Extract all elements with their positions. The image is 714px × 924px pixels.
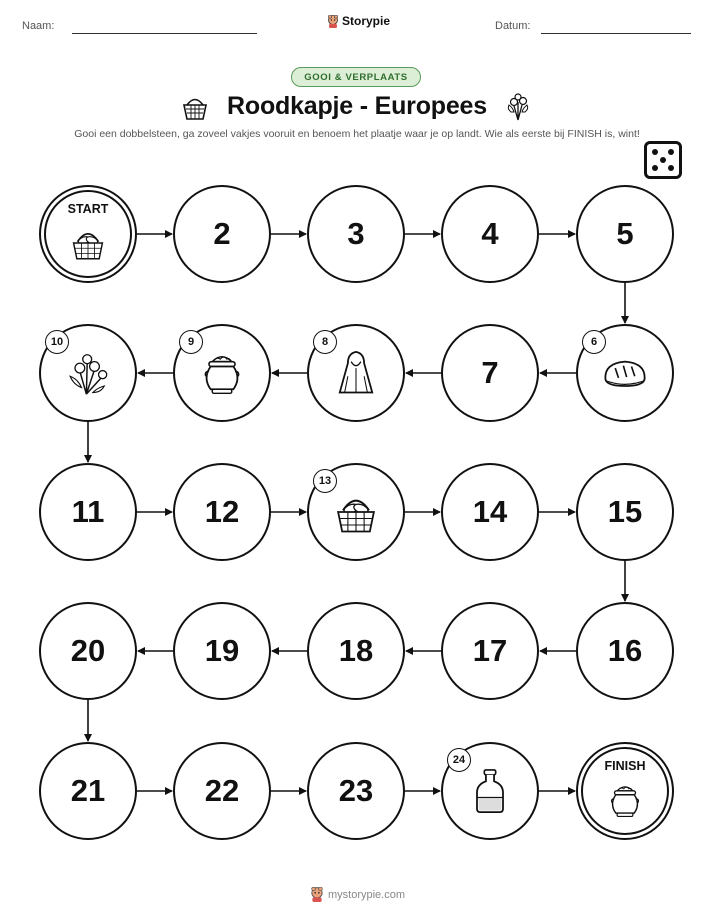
board-space-5 [576, 185, 674, 283]
board-space-20 [39, 602, 137, 700]
space-number: 22 [204, 773, 240, 808]
board-space-14 [441, 463, 539, 561]
red-cape-icon [330, 347, 382, 399]
board-space-12 [173, 463, 271, 561]
space-number-badge: 13 [313, 469, 337, 493]
board-space-9 [173, 324, 271, 422]
space-number: 11 [71, 494, 105, 529]
board-space-21 [39, 742, 137, 840]
board-space-24 [441, 742, 539, 840]
space-number: 3 [347, 216, 365, 251]
space-number-badge: 10 [45, 330, 69, 354]
bottle-icon [464, 765, 516, 817]
basket-icon [67, 222, 109, 264]
pot-icon [196, 347, 248, 399]
space-number: 12 [204, 494, 240, 529]
finish-space [576, 742, 674, 840]
board-space-4 [441, 185, 539, 283]
space-number: 2 [213, 216, 231, 251]
name-label: Naam: [22, 20, 55, 32]
board-space-15 [576, 463, 674, 561]
space-number: 18 [338, 633, 374, 668]
board-space-17 [441, 602, 539, 700]
space-number: 20 [70, 633, 106, 668]
space-number-badge: 8 [313, 330, 337, 354]
storypie-mascot-icon [310, 887, 324, 902]
space-number: 14 [472, 494, 508, 529]
bread-icon [599, 347, 651, 399]
finish-label: FINISH [604, 759, 646, 773]
start-space [39, 185, 137, 283]
pot-icon [604, 779, 646, 821]
instructions: Gooi een dobbelsteen, ga zoveel vakjes vooruit en benoem het plaatje waar je op landt. Wie als eerste bij FINISH is, wint! [74, 128, 640, 140]
space-number: 19 [204, 633, 240, 668]
board-space-8 [307, 324, 405, 422]
board-space-13 [307, 463, 405, 561]
board-space-10 [39, 324, 137, 422]
footer-url: mystorypie.com [328, 888, 406, 901]
board-space-22 [173, 742, 271, 840]
space-number-badge: 6 [582, 330, 606, 354]
space-number: 17 [472, 633, 508, 668]
basket-icon [330, 486, 382, 538]
board-space-7 [441, 324, 539, 422]
board-space-11 [39, 463, 137, 561]
board-space-2 [173, 185, 271, 283]
start-label: START [67, 202, 109, 216]
game-type-tag: GOOI & VERPLAATS [291, 67, 421, 87]
page-title: Roodkapje - Europees [227, 92, 487, 120]
space-number: 5 [616, 216, 634, 251]
date-label: Datum: [495, 20, 531, 32]
space-number: 7 [481, 355, 499, 390]
board-space-16 [576, 602, 674, 700]
space-number: 16 [607, 633, 643, 668]
brand-name: Storypie [342, 14, 391, 28]
board-space-6 [576, 324, 674, 422]
board-space-18 [307, 602, 405, 700]
board-space-19 [173, 602, 271, 700]
space-number-badge: 24 [447, 748, 471, 772]
space-number: 21 [70, 773, 106, 808]
space-number: 15 [607, 494, 643, 529]
space-number: 23 [338, 773, 374, 808]
space-number-badge: 9 [179, 330, 203, 354]
board-space-23 [307, 742, 405, 840]
board-space-3 [307, 185, 405, 283]
footer [310, 887, 405, 902]
flowers-icon [62, 347, 114, 399]
space-number: 4 [481, 216, 499, 251]
